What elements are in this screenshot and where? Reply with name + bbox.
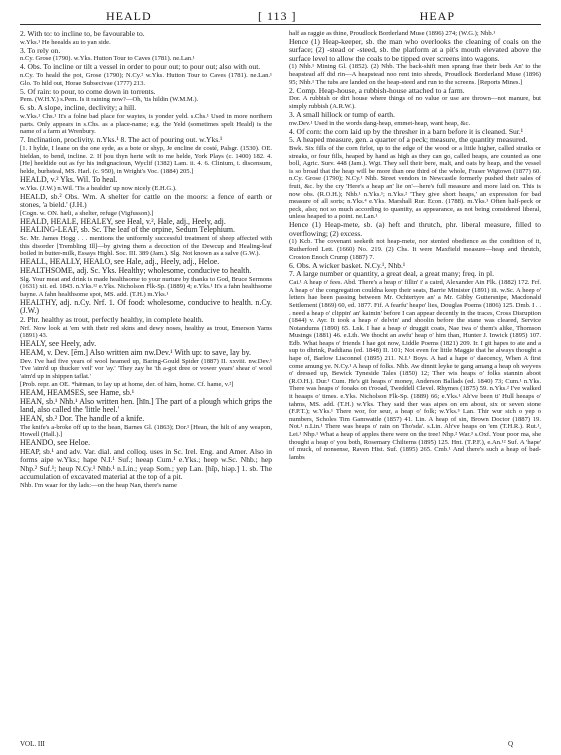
entry-paragraph: HEALD, sb.² Obs. Wm. A shelter for cattle on the moors: a fence of earth or stones, 'a bield.' (J.H.) [20,191,272,209]
entry-paragraph: HEAM, HEAMSES, see Hame, sb.¹ [20,387,135,397]
entry-paragraph: Pem. (W.H.Y.) s.Pem. Is it raining now?—Oh, 'tis hildin (W.M.M.). [20,96,199,104]
entry-paragraph: HEAP, sb.¹ and adv. Var. dial. and colloq. uses in Sc. Irel. Eng. and Amer. Also in forms aipe w.Yks.; hape N.I.¹ Suf.; heeap Cum.¹ e.Yks.; heep w.Sc. Nhb.; hep Nhp.² Suf.¹; heup N.Cy.¹ Nhb.¹ n.Lin.; yeap Som.; yep Lan. [hīp, hiəp.] 1. sb. The accumulation of excavated material at the top of a pit. [20,446,272,481]
entry-paragraph: (1) Kcb. The covenant seeketh not heap-mete, nor stented obedience as the condition of it, Rutherford Lett. (1660) No. 219. (2) Chs. It were Maxfield measure—heap and thrutch, Croston Enoch Crump (1887) 7. [289,238,541,261]
header-left-word: HEALD [106,9,152,23]
running-header [20,8,541,25]
entry-paragraph: [Prob. repr. an OE. *hǣman, to lay up at home, der. of hām, home. Cf. hame, v.²] [20,380,234,388]
entry-paragraph: Cai.¹ A heap o' fees. Abd. There's a heap o' fillin' i' a caird, Alexander Ain Flk. (1882) 172. Frf. A heap o' the congregation couldna keep their seats, Barrie Minister (1891) iii. w.Sc. A heep o' letters hae been passing between Mr. Ochtertyre an' a Mr. Gibby Guttersnipe, Macdonald Settlement (1869) 60, ed. 1877. Fif. A fearfu' heapo' lies, Douglas Poems (1806) 125. Dmb. I . . . need a heap o' clippin' an' kaimin' before I can appear decently in the traces, Cross Disruption (1844) v. Ayr. It took a heap o' delvin' and shoolin before the stane was cleared, Service Notandums (1890) 65. Lnk. I hae a heap o' druggit coats, Nae twa o' them's alike, Thomson Musings (1881) 46. e.Lth. We thocht an awfu' heap o' him than, Hunter J. Inwick (1895) 107. Edb. What heaps o' friends I hae got now, Liddle Poems (1821) 209. Ir. I git hapes to ate and a sup to dhrink, Paddiana (ed. 1848) II. 101; Not even for little Maggie that he always thought a hape of, Barlow Lisconnel (1895) 211. N.I.¹ Boys. A had a hape o' daecency, When A first come amung ye. N.Cy.¹ A heap of folks. Nhb. Aw dinnit leyke te gang amang a heap oh weyves o' dressed up, Bewick Tyneside Tales (1850) 12; Ther wis heaps o' folks stannin aboot (R.O.H.). Dur.¹ Cum. He's git heaps o' money, Anderson Ballads (ed. 1840) 73; Cum.¹ n.Yks. There was heaps o' fooaks on t'rooad, Tweddell Clevel. Rhymes (1875) 59. n.Yks.² I've walked it heaaps o' times. e.Yks. Nicholson Flk-Sp. (1889) 66; e.Yks.¹ Ah've been ti' Hull heeaps o' tahms, MS. add. (T.H.) w.Yks. They said ther was aipes on em about, six or seven stone (F.P.T.); w.Yks.¹ There wor, for seur, a heap o' folk; w.Yks.⁵ Lan. Thir wur sich o yep o numbers, Scholes Tim Gamwattle (1857) 41. Lin. A heap of sin, Brown Doctor (1887) 19. Not.¹ n.Lin.¹ There was heaps o' rain on Tho'sda'. s.Lin. Ah've heaps on 'em (T.H.R.). Rut.¹, Lei.¹ Nhp.¹ What a heap of apples there were on the tree! Nhp.² War.³ s.Oxf. Your poor ma, she thought a heap o' you both, Rosemary Chilterns (1895) 125. Hnt. (T.P.F.), e.An.¹² Suf. A 'hape' of muck, of nonsense, Raven Hist. Suf. (1895) 265. Cmb.¹ And there's such a heap of bad-lambs [289,279,541,461]
entry-paragraph: HEALD, v.² Yks. Wil. To heal. [20,174,118,184]
entry-paragraph: HEALING-LEAF, sb. Sc. The leaf of the orpine, Sedum Telephium. [20,225,236,235]
entry-paragraph: 4. Of corn: the corn laid up by the thresher in a barn before it is cleaned. Sur.¹ [289,126,524,136]
entry-paragraph: HEAN, sb.¹ Nhb.¹ Also written hen. [hīn.] The part of a plough which grips the land, also called the 'little heel.' [20,396,272,415]
entry-paragraph: [Cogn. w. ON. hæli, a shelter, refuge (Vigfusson).] [20,209,154,217]
entry-paragraph: HEAM, v. Dev. [ēm.] Also written aim nw.Dev.¹ With up: to save, lay by. [20,348,251,358]
columns [20,30,541,748]
left-column [20,30,272,748]
entry-paragraph: Hence (1) Heap-keeper, sb. the man who overlooks the cleaning of coals on the surface; (2) -stead or -steed, sb. the platform at a pit's mouth elevated above the surface level to allow the coals to be tipped over screens into wagons. [289,36,541,63]
entry-paragraph: 5. A heaped measure, gen. a quarter of a peck; measure, the quantity measured. [289,135,528,145]
right-column [289,30,541,748]
entry-paragraph: 4. Obs. To incline or tilt a vessel in order to pour out; to pour out; also with out. [20,62,261,72]
entry-paragraph: Sc. Mr. James Hogg . . . mentions the uniformly successful treatment of sheep affected with this disorder [Trembling Ill]—by giving them a decoction of the Dewcup and Healing-leaf boiled in butter-milk, Essays Highl. Soc. III. 389 (Jam.). Slg. Not known as a salve (G.W.). [20,235,272,258]
entry-paragraph: Dev. I've had five years of wool heamed up, Baring-Gould Spider (1887) II. xxviii. nw.Dev.¹ 'I've 'aim'd up thucker veil' vor 'ay.' 'They zay he 'th a-got dree or vower years' shear o' wool 'aim'd up in shippen taflat.' [20,357,272,380]
entry-paragraph: HEANDO, see Heloe. [20,438,91,448]
entry-paragraph: HEALY, see Heely, adv. [20,339,97,349]
entry-paragraph: HEALL, HEALLY, HEALO, see Hale, adj., Heely, adj., Heloe. [20,257,220,267]
entry-paragraph: half as raggie as thine, Proudlock Borderland Muse (1896) 274; (W.G.); Nhb.¹ [289,30,496,37]
entry-paragraph: 7. Inclination, proclivity. n.Yks.¹ 8. The act of pouring out. w.Yks.¹ [20,135,223,145]
entry-paragraph: 6. sb. A slope, incline, declivity; a hill. [20,103,137,113]
entry-paragraph: Slg. Your meat and drink is made healthsome to your nurture by thanks to God, Bruce Sermons (1631) xii. ed. 1843. n.Yks.¹² e.Yks. Nicholson Flk-Sp. (1889) 4; e.Yks.¹ It's a fahn healthsome bayne. A fahn healthsome spot, MS. add. (T.H.) m.Yks.¹ [20,275,272,298]
volume-mark: VOL. III [20,740,45,748]
entry-paragraph: 2. Phr. healthy as trout, perfectly healthy, in complete health. [20,315,204,325]
entry-paragraph: Nrf. Now look at 'em with their red skins and dewy noses, healthy as trout, Emerson Yarns (1891) 43. [20,324,272,340]
entry-paragraph: 6. Obs. A wicker basket. N.Cy.¹, Nhb.¹ [289,260,406,270]
dictionary-page [20,8,541,748]
header-right-word: HEAP [419,9,455,23]
entry-paragraph: 5. Of rain: to pour, to come down in torrents. [20,86,156,96]
entry-paragraph: w.Yks.¹ He heealds au to yan side. [20,38,111,46]
entry-paragraph: 2. Comp. Heap-house, a rubbish-house attached to a farm. [289,85,465,95]
entry-paragraph: Dor. A rubbish or dirt house where things of no value or use are thrown—not manure, but simply rubbish (A.R.W.). [289,95,541,110]
entry-paragraph: HEAN, sb.² Dor. The handle of a knife. [20,413,145,423]
entry-paragraph: (1) Nhb.¹ Mining Gl. (1852). (2) Nhb. The back-shift men sprang frae their beds An' to the heapstead aff did rin—A heapstead noo rent into shreds, Proudlock Borderland Muse (1896) 95; Nhb.¹ The tubs are landed on the heap-steed and run to the screens. [Reports Mines.] [289,63,541,86]
entry-paragraph: Bwk. Six fills of the corn firlot, up to the edge of the wood or a little higher, called straiks or streaks, or four fills, heaped by hand as high as they can go, called heaps, are counted as one boll, Agric. Surv. 448 (Jam.). Wgt. They sell their bere, malt, and oats by heap, and the vessel is so broad that the heap will be more than one third of the whole, Fraser Wigtown (1877) 60. n.Cy. Grose (1790); N.Cy.¹ Nhb. Street vendors in Newcastle formerly pushed their sales of fruit, &c. by the cry 'Here's a heap an' lie on'—here's full measure and more laid on. This is now obs. (R.O.H.); Nhb.¹ n.Yks.¹; n.Yks.² 'They give short heaps,' an expression for bad measure of all sorts; n.Yks.⁴ e.Yks. Marshall Rur. Econ. (1788). m.Yks.¹ Often half-peck or peck, also; not so much according to quantity, as appearance, as not being considered liberal, unless heaped to a point. ne.Lan.¹ [289,145,541,221]
entry-paragraph: HEALTHY, adj. n.Cy. Nrf. 1. Of food: wholesome, conducive to health. n.Cy. (J.W.) [20,297,272,316]
entry-paragraph: HEALTHSOME, adj. Sc. Yks. Healthy; wholesome, conducive to health. [20,266,252,276]
page-number: [ 113 ] [258,9,297,23]
entry-paragraph: n.Cy. Grose (1790). w.Yks. Hutton Tour to Caves (1781). ne.Lan.¹ [20,55,195,63]
entry-paragraph: w.Yks.¹ Chs.¹ It's a folne bad place for waytes, is yonder yeld. s.Chs.¹ Used in more northern parts. Only appears in s.Chs. as a place-name; e.g. the Yeld (sometimes spelt Heald) is the name of a farm at Wrenbury. [20,113,272,136]
entry-paragraph: nw.Dev.¹ Used in the words dang-heap, emmet-heap, want heap, &c. [289,119,471,127]
entry-paragraph: The knife's a-broke off up to the hean, Barnes Gl. (1863); Dor.¹ [Hean, the hilt of any weapon, Howell (Hall.).] [20,423,272,439]
signature-mark: Q [507,740,513,748]
entry-paragraph: [1. I hylde, I leane on the one syde, as a bote or shyp, Je encline de costé, Palsgr. (1530). OE. hieldan, to bend, incline. 2. If þou thyn herte wilt to me helde, York Plays (c. 1400) 182. 4. [He] heeldide out as fyr his indignacioun, Wyclif (1382) Lam. ii. 4. 6. Clinium, i. discensum, helde, burhsteal, MS. Harl. (c. 950), in Wright's Voc. (1884) 205.] [20,145,272,175]
entry-paragraph: Nhb. I'm waar for thy lads:—on the heap Nan, there's name [20,481,177,489]
entry-paragraph: 7. A large number or quantity, a great deal, a great many; freq. in pl. [289,269,494,279]
entry-paragraph: 2. With to: to incline to, be favourable to. [20,30,145,38]
entry-paragraph: Hence (1) Heap-mete, sb. (a) heft and thrutch, phr. liberal measure, filled to overflowing; (2) excess. [289,220,541,238]
entry-paragraph: w.Yks. (J.W.) n.Wil. 'Tis a healdin' up now nicely (E.H.G.). [20,184,177,192]
entry-paragraph: 3. To rely on. [20,45,61,55]
entry-paragraph: 3. A small hillock or tump of earth. [289,109,395,119]
entry-paragraph: HEALD, HEALE, HEALEY, see Heal, v.², Hale, adj., Heely, adj. [20,216,226,226]
entry-paragraph: n.Cy. To heald the pot, Grose (1790); N.Cy.² w.Yks. Hutton Tour to Caves (1781). ne.Lan.¹ Glo. To hild out, Horae Subsecivae (1777) 213. [20,72,272,87]
